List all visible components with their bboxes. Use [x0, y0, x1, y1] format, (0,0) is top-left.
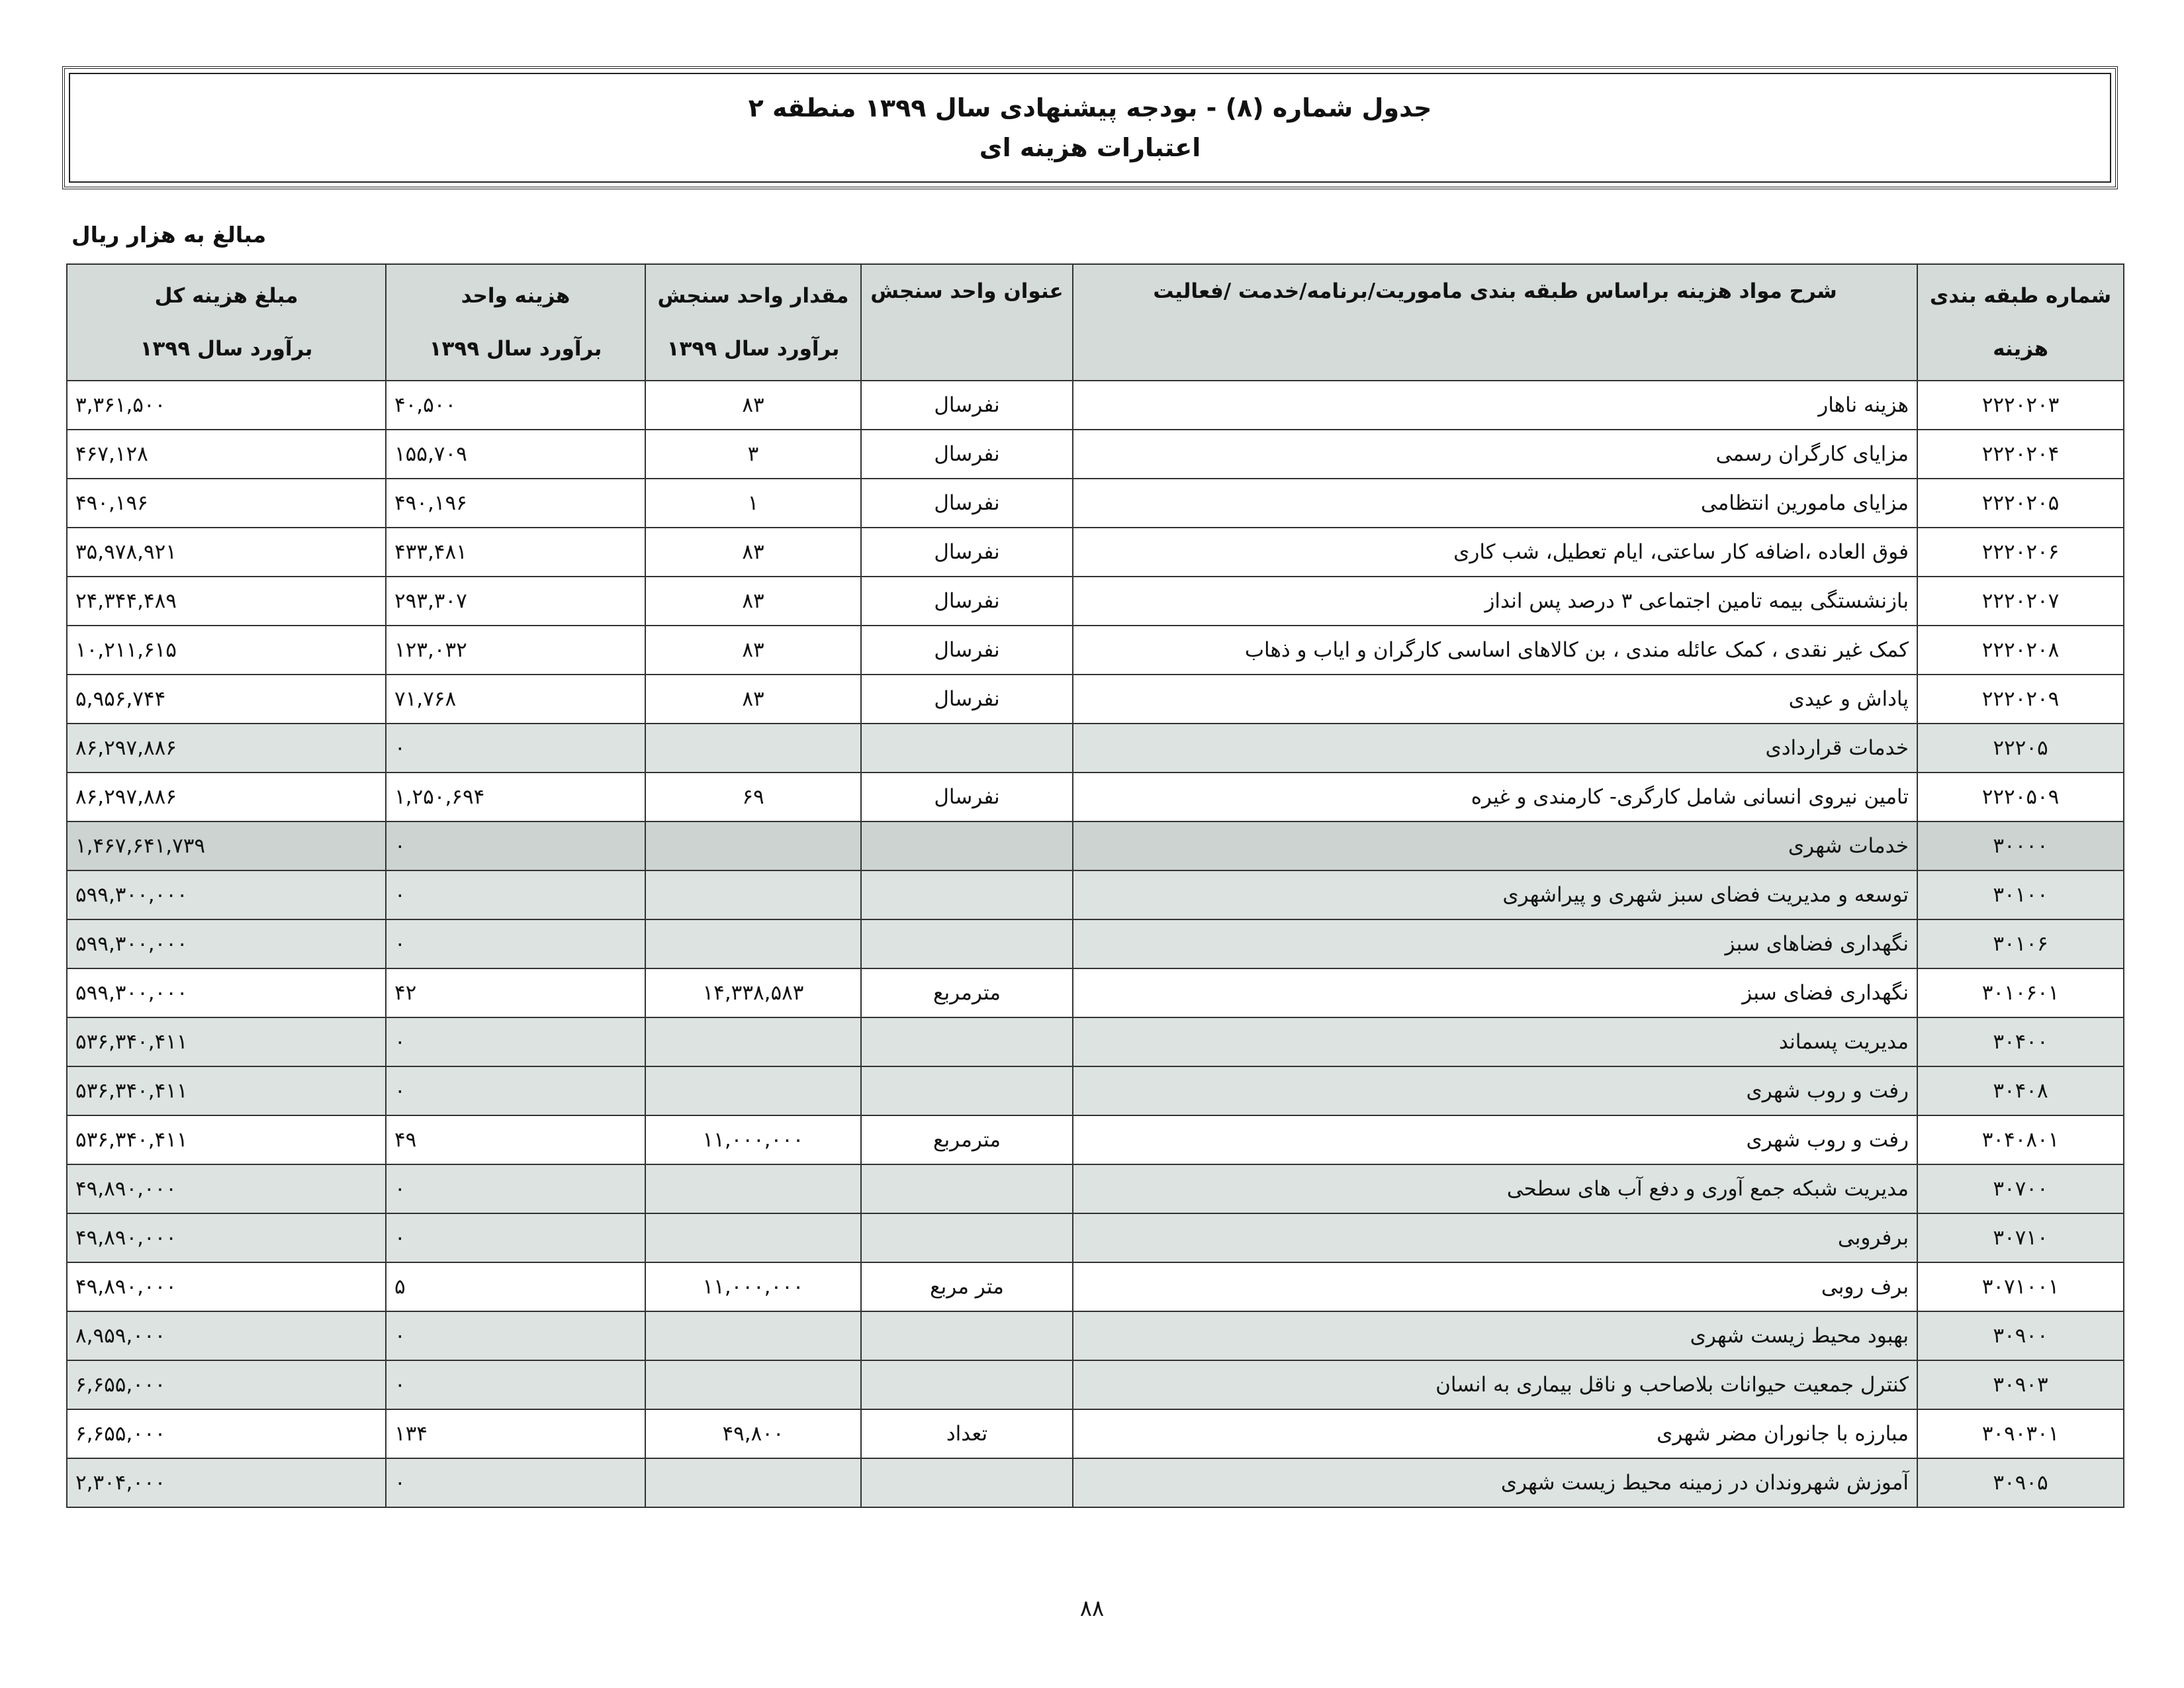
cell-unit-cost: ۰	[386, 1066, 645, 1115]
header-code-sub: هزینه	[1993, 337, 2048, 361]
cell-description: مزایای کارگران رسمی	[1073, 430, 1917, 479]
cell-description: مدیریت پسماند	[1073, 1017, 1917, 1066]
cell-unit	[861, 1360, 1073, 1409]
table-row	[67, 626, 2124, 675]
cell-quantity	[645, 1066, 861, 1115]
cell-total: ۴۹,۸۹۰,۰۰۰	[67, 1262, 386, 1311]
table-header-row	[67, 264, 2124, 381]
cell-unit-cost: ۵	[386, 1262, 645, 1311]
table-row	[67, 479, 2124, 528]
cell-description: بازنشستگی بیمه تامین اجتماعی ۳ درصد پس انداز	[1073, 577, 1917, 626]
cell-unit-cost: ۱۳۴	[386, 1409, 645, 1458]
cell-unit-cost: ۰	[386, 1164, 645, 1213]
cell-description: توسعه و مدیریت فضای سبز شهری و پیراشهری	[1073, 870, 1917, 919]
cell-quantity: ۸۳	[645, 626, 861, 675]
cell-description: کنترل جمعیت حیوانات بلاصاحب و ناقل بیماری به انسان	[1073, 1360, 1917, 1409]
cell-unit-cost: ۰	[386, 1311, 645, 1360]
header-description	[1073, 264, 1917, 381]
cell-unit: نفرسال	[861, 675, 1073, 724]
cell-total: ۴۹,۸۹۰,۰۰۰	[67, 1164, 386, 1213]
cell-total: ۵۹۹,۳۰۰,۰۰۰	[67, 968, 386, 1017]
cell-unit-cost: ۲۹۳,۳۰۷	[386, 577, 645, 626]
header-quantity-label: مقدار واحد سنجش	[657, 284, 849, 308]
cell-total: ۴۶۷,۱۲۸	[67, 430, 386, 479]
table-title: جدول شماره (۸) - بودجه پیشنهادی سال ۱۳۹۹ منطقه ۲	[748, 93, 1432, 122]
cell-unit-cost: ۰	[386, 724, 645, 773]
table-subtitle: اعتبارات هزینه ای	[979, 133, 1201, 162]
cell-description: فوق العاده ،اضافه کار ساعتی، ایام تعطیل، شب کاری	[1073, 528, 1917, 577]
cell-code: ۳۰۷۱۰	[1917, 1213, 2124, 1262]
cell-total: ۲,۳۰۴,۰۰۰	[67, 1458, 386, 1507]
cell-quantity	[645, 1017, 861, 1066]
cell-code: ۲۲۲۰۵	[1917, 724, 2124, 773]
cell-unit: نفرسال	[861, 430, 1073, 479]
cell-quantity: ۶۹	[645, 773, 861, 821]
table-row	[67, 821, 2124, 870]
cell-unit	[861, 1017, 1073, 1066]
cell-total: ۸,۹۵۹,۰۰۰	[67, 1311, 386, 1360]
table-row	[67, 675, 2124, 724]
cell-total: ۴۹,۸۹۰,۰۰۰	[67, 1213, 386, 1262]
cell-description: مزایای مامورین انتظامی	[1073, 479, 1917, 528]
table-row	[67, 870, 2124, 919]
cell-quantity: ۸۳	[645, 381, 861, 430]
cell-unit-cost: ۴۰,۵۰۰	[386, 381, 645, 430]
cell-unit-cost: ۰	[386, 1360, 645, 1409]
cell-code: ۳۰۴۰۸	[1917, 1066, 2124, 1115]
table-row	[67, 1360, 2124, 1409]
cell-unit: مترمربع	[861, 1115, 1073, 1164]
cell-unit-cost: ۰	[386, 1458, 645, 1507]
cell-unit-cost: ۰	[386, 1017, 645, 1066]
cell-quantity: ۸۳	[645, 675, 861, 724]
cell-quantity: ۱۱,۰۰۰,۰۰۰	[645, 1262, 861, 1311]
table-row	[67, 1311, 2124, 1360]
cell-quantity: ۸۳	[645, 577, 861, 626]
cell-unit-cost: ۴۲	[386, 968, 645, 1017]
cell-total: ۵۳۶,۳۴۰,۴۱۱	[67, 1066, 386, 1115]
cell-unit: مترمربع	[861, 968, 1073, 1017]
cell-quantity: ۳	[645, 430, 861, 479]
header-total	[67, 264, 386, 381]
cell-unit-cost: ۱,۲۵۰,۶۹۴	[386, 773, 645, 821]
table-row	[67, 1262, 2124, 1311]
cell-code: ۲۲۲۰۲۰۴	[1917, 430, 2124, 479]
cell-description: خدمات شهری	[1073, 821, 1917, 870]
cell-unit	[861, 919, 1073, 968]
units-note: مبالغ به هزار ریال	[71, 222, 267, 248]
cell-unit-cost: ۰	[386, 821, 645, 870]
cell-quantity	[645, 1213, 861, 1262]
header-quantity-sub: برآورد سال ۱۳۹۹	[666, 337, 840, 361]
table-row	[67, 1164, 2124, 1213]
table-row	[67, 430, 2124, 479]
cell-total: ۳,۳۶۱,۵۰۰	[67, 381, 386, 430]
cell-unit-cost: ۰	[386, 1213, 645, 1262]
table-body	[67, 381, 2124, 1507]
cell-total: ۳۵,۹۷۸,۹۲۱	[67, 528, 386, 577]
table-row	[67, 528, 2124, 577]
table-row	[67, 1115, 2124, 1164]
cell-description: تامین نیروی انسانی شامل کارگری- کارمندی و غیره	[1073, 773, 1917, 821]
cell-quantity	[645, 724, 861, 773]
table-row	[67, 1017, 2124, 1066]
cell-code: ۳۰۱۰۶	[1917, 919, 2124, 968]
cell-quantity: ۱	[645, 479, 861, 528]
cell-code: ۲۲۲۰۲۰۵	[1917, 479, 2124, 528]
cell-description: نگهداری فضاهای سبز	[1073, 919, 1917, 968]
cell-unit: متر مربع	[861, 1262, 1073, 1311]
cell-description: هزینه ناهار	[1073, 381, 1917, 430]
cell-unit	[861, 1066, 1073, 1115]
cell-unit	[861, 1311, 1073, 1360]
header-unit-cost-label: هزینه واحد	[461, 284, 570, 308]
cell-unit-cost: ۱۲۳,۰۳۲	[386, 626, 645, 675]
cell-description: کمک غیر نقدی ، کمک عائله مندی ، بن کالاهای اساسی کارگران و اياب و ذهاب	[1073, 626, 1917, 675]
header-unit-title-label: عنوان واحد سنجش	[870, 279, 1064, 303]
cell-total: ۸۶,۲۹۷,۸۸۶	[67, 724, 386, 773]
cell-quantity: ۱۴,۳۳۸,۵۸۳	[645, 968, 861, 1017]
cell-total: ۸۶,۲۹۷,۸۸۶	[67, 773, 386, 821]
cell-quantity	[645, 821, 861, 870]
table-row	[67, 1458, 2124, 1507]
table-row	[67, 381, 2124, 430]
table-row	[67, 919, 2124, 968]
cell-description: رفت و روب شهری	[1073, 1115, 1917, 1164]
cell-code: ۳۰۹۰۳	[1917, 1360, 2124, 1409]
page-number: ۸۸	[1079, 1595, 1105, 1622]
cell-total: ۵۹۹,۳۰۰,۰۰۰	[67, 870, 386, 919]
cell-code: ۳۰۱۰۰	[1917, 870, 2124, 919]
cell-unit	[861, 870, 1073, 919]
cell-total: ۵۳۶,۳۴۰,۴۱۱	[67, 1115, 386, 1164]
cell-unit-cost: ۴۹	[386, 1115, 645, 1164]
cell-description: بهبود محیط زیست شهری	[1073, 1311, 1917, 1360]
table-row	[67, 1066, 2124, 1115]
table-row	[67, 724, 2124, 773]
cell-unit	[861, 1458, 1073, 1507]
table-title-box	[62, 66, 2118, 189]
header-unit-cost-sub: برآورد سال ۱۳۹۹	[429, 337, 602, 361]
cell-description: رفت و روب شهری	[1073, 1066, 1917, 1115]
cell-unit: نفرسال	[861, 773, 1073, 821]
header-quantity	[645, 264, 861, 381]
cell-unit-cost: ۱۵۵,۷۰۹	[386, 430, 645, 479]
cell-total: ۵,۹۵۶,۷۴۴	[67, 675, 386, 724]
cell-description: پاداش و عیدی	[1073, 675, 1917, 724]
header-total-label: مبلغ هزینه کل	[154, 284, 298, 308]
header-code	[1917, 264, 2124, 381]
cell-code: ۲۲۲۰۵۰۹	[1917, 773, 2124, 821]
cell-code: ۲۲۲۰۲۰۷	[1917, 577, 2124, 626]
cell-unit-cost: ۴۳۳,۴۸۱	[386, 528, 645, 577]
cell-unit	[861, 724, 1073, 773]
cell-unit: نفرسال	[861, 381, 1073, 430]
cell-unit-cost: ۷۱,۷۶۸	[386, 675, 645, 724]
table-row	[67, 577, 2124, 626]
cell-description: برفروبی	[1073, 1213, 1917, 1262]
cell-description: مبارزه با جانوران مضر شهری	[1073, 1409, 1917, 1458]
header-total-sub: برآورد سال ۱۳۹۹	[140, 337, 313, 361]
cell-total: ۵۹۹,۳۰۰,۰۰۰	[67, 919, 386, 968]
cell-description: برف روبی	[1073, 1262, 1917, 1311]
cell-unit: نفرسال	[861, 528, 1073, 577]
cell-code: ۳۰۴۰۰	[1917, 1017, 2124, 1066]
cell-quantity	[645, 919, 861, 968]
cell-code: ۳۰۹۰۰	[1917, 1311, 2124, 1360]
cell-total: ۱۰,۲۱۱,۶۱۵	[67, 626, 386, 675]
cell-unit: نفرسال	[861, 626, 1073, 675]
cell-code: ۳۰۹۰۵	[1917, 1458, 2124, 1507]
cell-unit	[861, 1213, 1073, 1262]
cell-total: ۲۴,۳۴۴,۴۸۹	[67, 577, 386, 626]
table-row	[67, 968, 2124, 1017]
cell-total: ۱,۴۶۷,۶۴۱,۷۳۹	[67, 821, 386, 870]
cell-unit: تعداد	[861, 1409, 1073, 1458]
table-row	[67, 773, 2124, 821]
cell-total: ۶,۶۵۵,۰۰۰	[67, 1409, 386, 1458]
cell-unit	[861, 1164, 1073, 1213]
budget-table	[66, 263, 2124, 1508]
cell-quantity: ۴۹,۸۰۰	[645, 1409, 861, 1458]
cell-code: ۳۰۰۰۰	[1917, 821, 2124, 870]
cell-quantity	[645, 1164, 861, 1213]
header-description-label: شرح مواد هزینه براساس طبقه بندی ماموریت/برنامه/خدمت /فعالیت	[1153, 279, 1837, 303]
cell-quantity: ۱۱,۰۰۰,۰۰۰	[645, 1115, 861, 1164]
cell-unit-cost: ۰	[386, 870, 645, 919]
cell-code: ۳۰۷۰۰	[1917, 1164, 2124, 1213]
cell-total: ۵۳۶,۳۴۰,۴۱۱	[67, 1017, 386, 1066]
table-row	[67, 1213, 2124, 1262]
cell-description: نگهداری فضای سبز	[1073, 968, 1917, 1017]
cell-code: ۲۲۲۰۲۰۸	[1917, 626, 2124, 675]
cell-description: خدمات قراردادی	[1073, 724, 1917, 773]
cell-unit-cost: ۰	[386, 919, 645, 968]
cell-unit	[861, 821, 1073, 870]
cell-code: ۲۲۲۰۲۰۳	[1917, 381, 2124, 430]
header-code-label: شماره طبقه بندی	[1929, 284, 2112, 308]
cell-quantity	[645, 1360, 861, 1409]
cell-description: مدیریت شبکه جمع آوری و دفع آب های سطحی	[1073, 1164, 1917, 1213]
header-unit-title	[861, 264, 1073, 381]
table-row	[67, 1409, 2124, 1458]
cell-quantity	[645, 1311, 861, 1360]
cell-quantity	[645, 870, 861, 919]
cell-code: ۲۲۲۰۲۰۹	[1917, 675, 2124, 724]
cell-description: آموزش شهروندان در زمینه محیط زیست شهری	[1073, 1458, 1917, 1507]
cell-unit: نفرسال	[861, 479, 1073, 528]
cell-quantity: ۸۳	[645, 528, 861, 577]
cell-quantity	[645, 1458, 861, 1507]
cell-code: ۲۲۲۰۲۰۶	[1917, 528, 2124, 577]
cell-unit: نفرسال	[861, 577, 1073, 626]
cell-total: ۴۹۰,۱۹۶	[67, 479, 386, 528]
cell-total: ۶,۶۵۵,۰۰۰	[67, 1360, 386, 1409]
cell-code: ۳۰۹۰۳۰۱	[1917, 1409, 2124, 1458]
cell-unit-cost: ۴۹۰,۱۹۶	[386, 479, 645, 528]
cell-code: ۳۰۴۰۸۰۱	[1917, 1115, 2124, 1164]
cell-code: ۳۰۱۰۶۰۱	[1917, 968, 2124, 1017]
header-unit-cost	[386, 264, 645, 381]
cell-code: ۳۰۷۱۰۰۱	[1917, 1262, 2124, 1311]
